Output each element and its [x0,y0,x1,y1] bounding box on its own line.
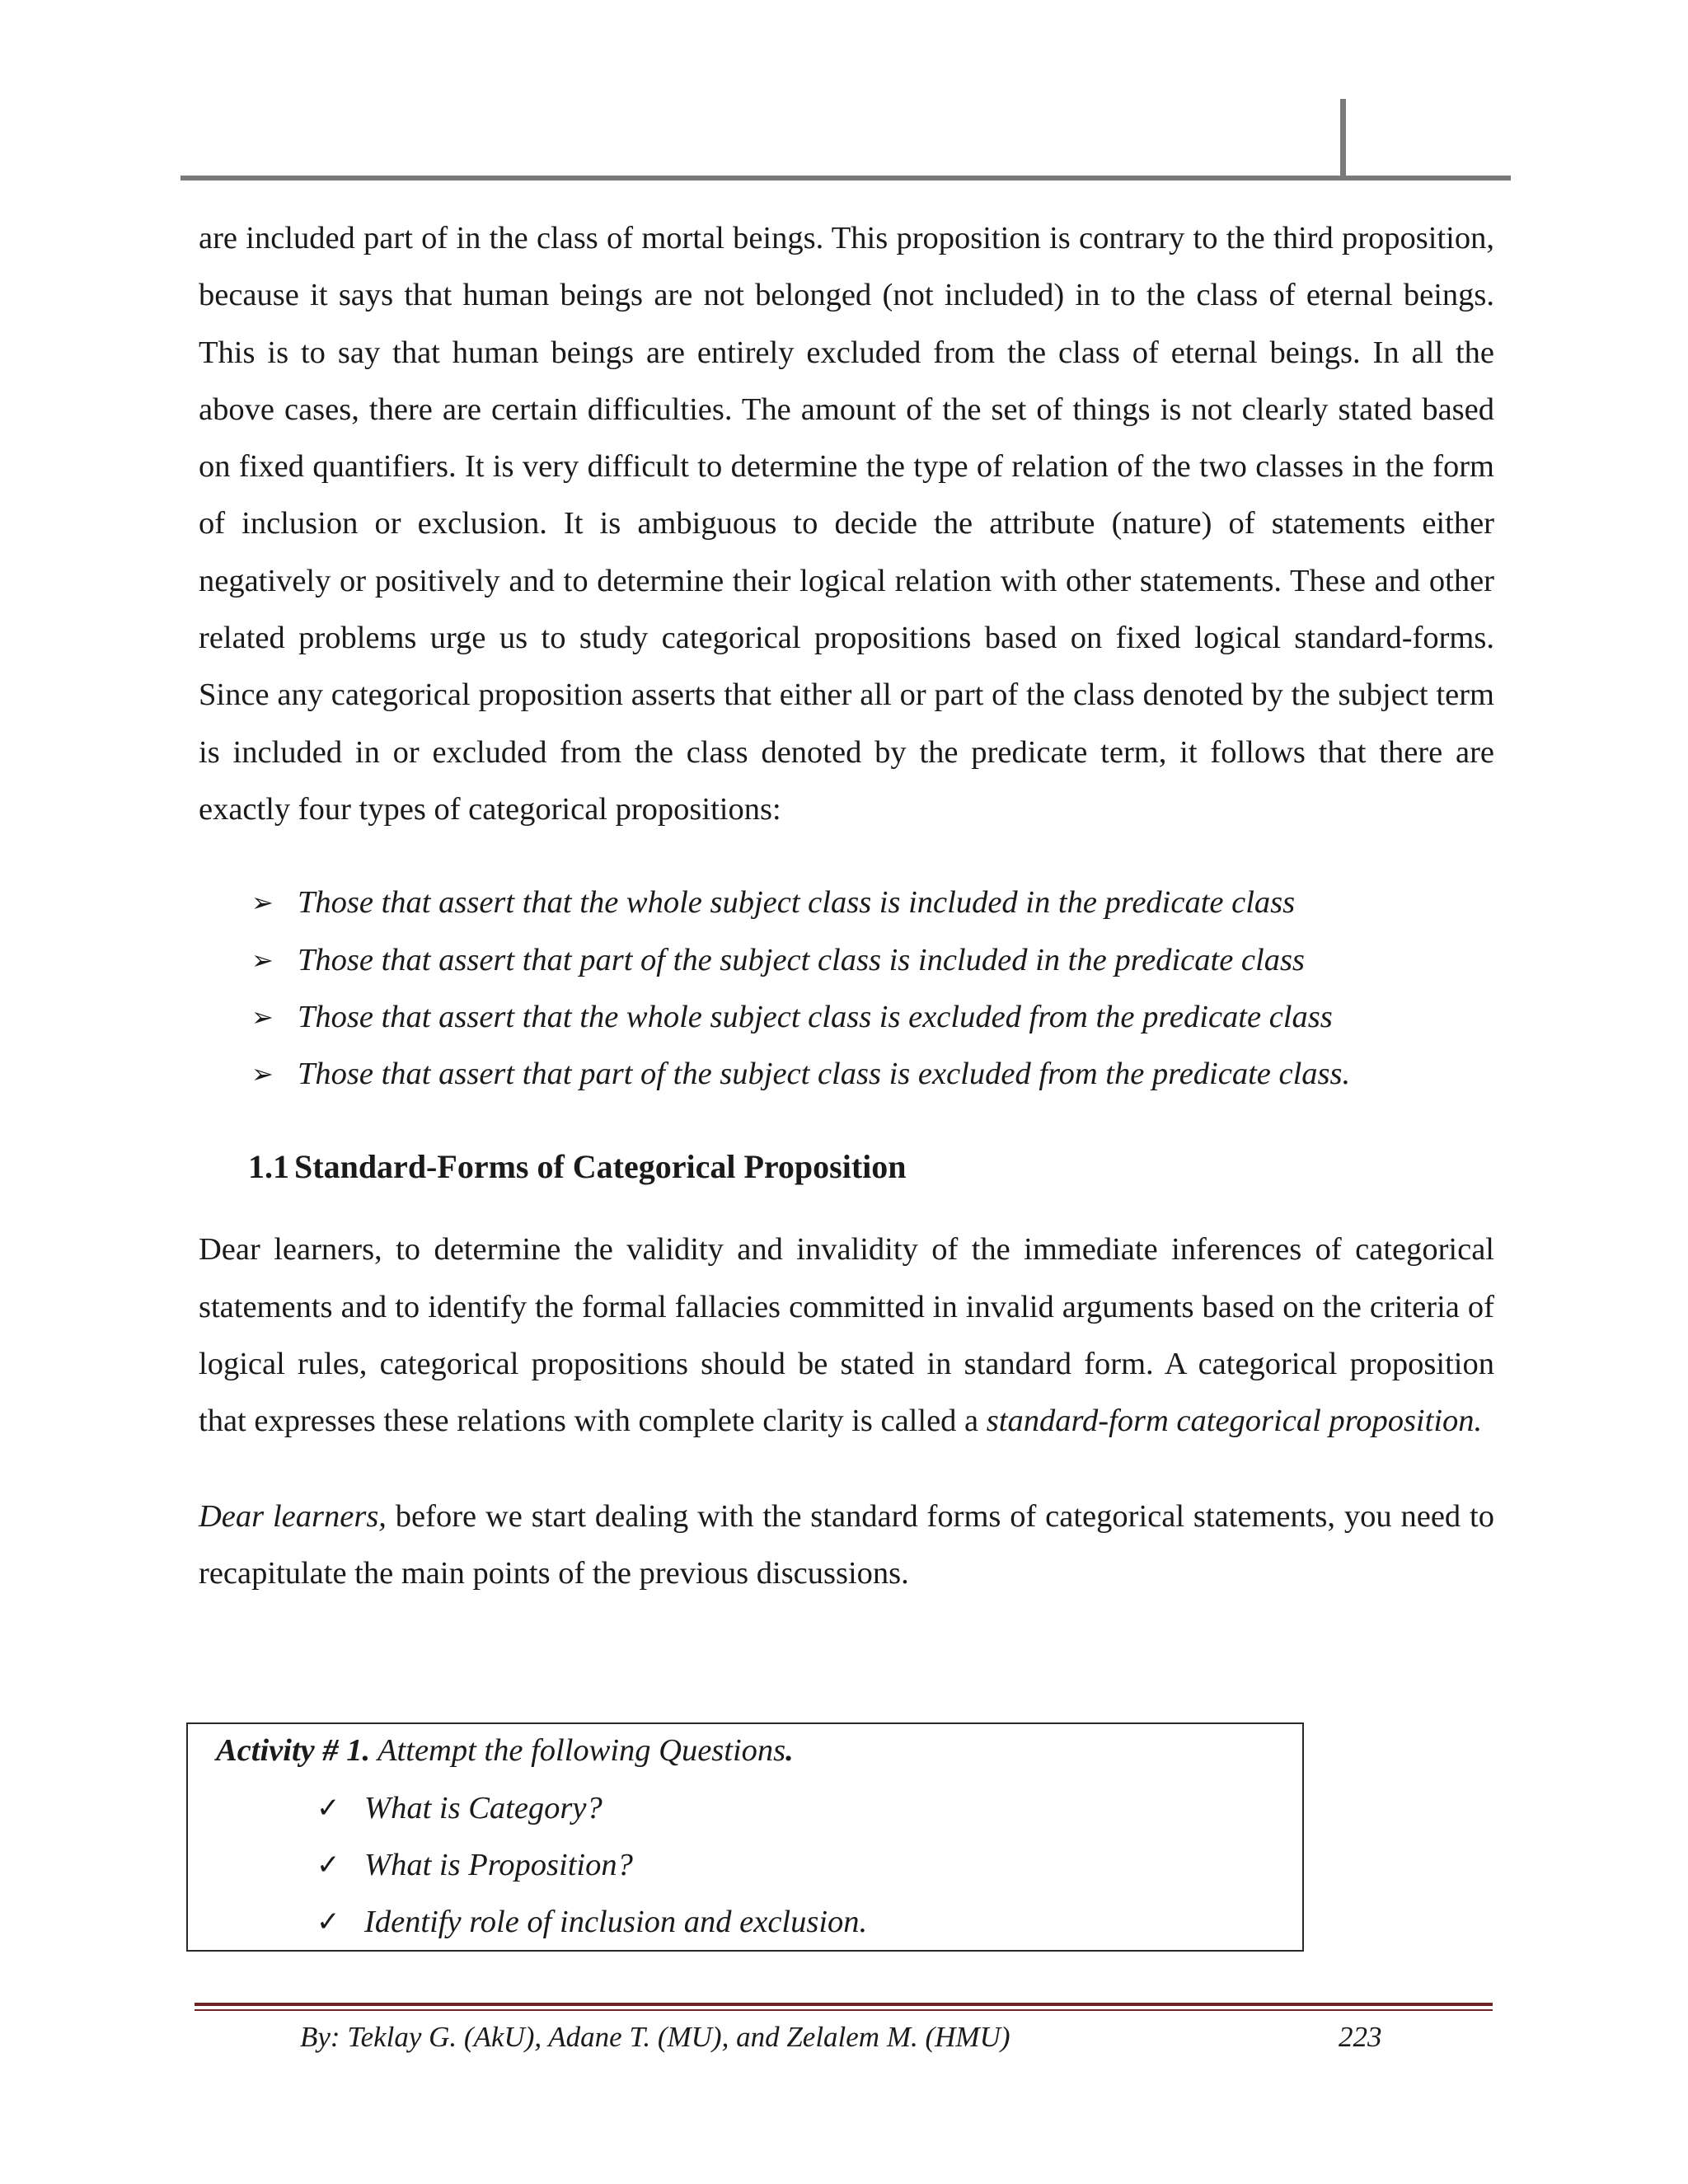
section-number: 1.1 [248,1148,289,1186]
paragraph-3-lead: Dear learners, [199,1498,387,1534]
page-number: 223 [1339,2021,1382,2053]
page-content [199,210,1494,1602]
arrow-bullet-icon: ➢ [251,1001,274,1033]
question-text: Identify role of inclusion and exclusion. [364,1905,868,1939]
checkmark-icon: ✓ [316,1792,340,1825]
header-vertical-rule [1340,99,1346,178]
checkmark-icon: ✓ [316,1849,340,1882]
list-item [316,1894,867,1951]
list-item-text: Those that assert that part of the subject class is excluded from the predicate class. [298,1057,1351,1092]
paragraph-3-text: before we start dealing with the standard forms of categorical statements, you need to recapitulate the main points of the previous discussions. [199,1498,1494,1591]
paragraph-2-text: Dear learners, to determine the validity and invalidity of the immediate inferences of categorical statements and to identify the formal fallacies committed in invalid arguments based on the criteria of logical rules, categorical propositions should be stated in standard form. A categorical proposition that expresses these relations with complete clarity is called a [199,1232,1494,1439]
list-item [251,874,1494,931]
list-item [251,932,1494,989]
activity-label: Activity # 1. [216,1733,371,1768]
list-item-text: Those that assert that the whole subject class is excluded from the predicate class [298,999,1333,1034]
question-text: What is Category? [364,1791,603,1825]
body-paragraph-1: are included part of in the class of mortal beings. This proposition is contrary to the third proposition, because it says that human beings are not belonged (not included) in to the class of eternal beings. This is to say that human beings are entirely excluded from the class of eternal beings. In all the above cases, there are certain difficulties. The amount of the set of things is not clearly stated based on fixed quantifiers. It is very difficult to determine the type of relation of the two classes in the form of inclusion or exclusion. It is ambiguous to decide the attribute (nature) of statements either negatively or positively and to determine their logical relation with other statements. These and other related problems urge us to study categorical propositions based on fixed logical standard-forms. Since any categorical proposition asserts that either all or part of the class denoted by the subject term is included in or excluded from the class denoted by the predicate term, it follows that there are exactly four types of categorical propositions: [199,221,1494,827]
activity-instruction: Attempt the following Questions [370,1733,786,1768]
list-item [251,989,1494,1046]
section-heading [248,1141,1494,1193]
body-paragraph-2 [199,1221,1494,1450]
activity-title [216,1729,794,1772]
arrow-bullet-icon: ➢ [251,944,274,976]
checkmark-icon: ✓ [316,1905,340,1938]
footer-rule-thick [195,2003,1493,2006]
list-item [316,1780,867,1837]
activity-period: . [785,1733,794,1768]
activity-questions [316,1780,867,1951]
defined-term: standard-form categorical proposition. [986,1404,1483,1439]
list-item-text: Those that assert that the whole subject class is included in the predicate class [298,885,1296,921]
arrow-bullet-icon: ➢ [251,1058,274,1090]
list-item [251,1046,1494,1103]
list-item-text: Those that assert that part of the subject class is included in the predicate class [298,942,1305,977]
section-title: Standard-Forms of Categorical Proposition [294,1148,907,1186]
footer-rule-thin [195,2009,1493,2011]
header-rule [181,176,1511,180]
arrow-bullet-icon: ➢ [251,887,274,919]
footer-authors: By: Teklay G. (AkU), Adane T. (MU), and Zelalem M. (HMU) [300,2021,1010,2053]
question-text: What is Proposition? [364,1848,633,1882]
activity-box [186,1722,1304,1952]
list-item [316,1837,867,1894]
proposition-types-list [199,874,1494,1103]
body-paragraph-3 [199,1488,1494,1603]
